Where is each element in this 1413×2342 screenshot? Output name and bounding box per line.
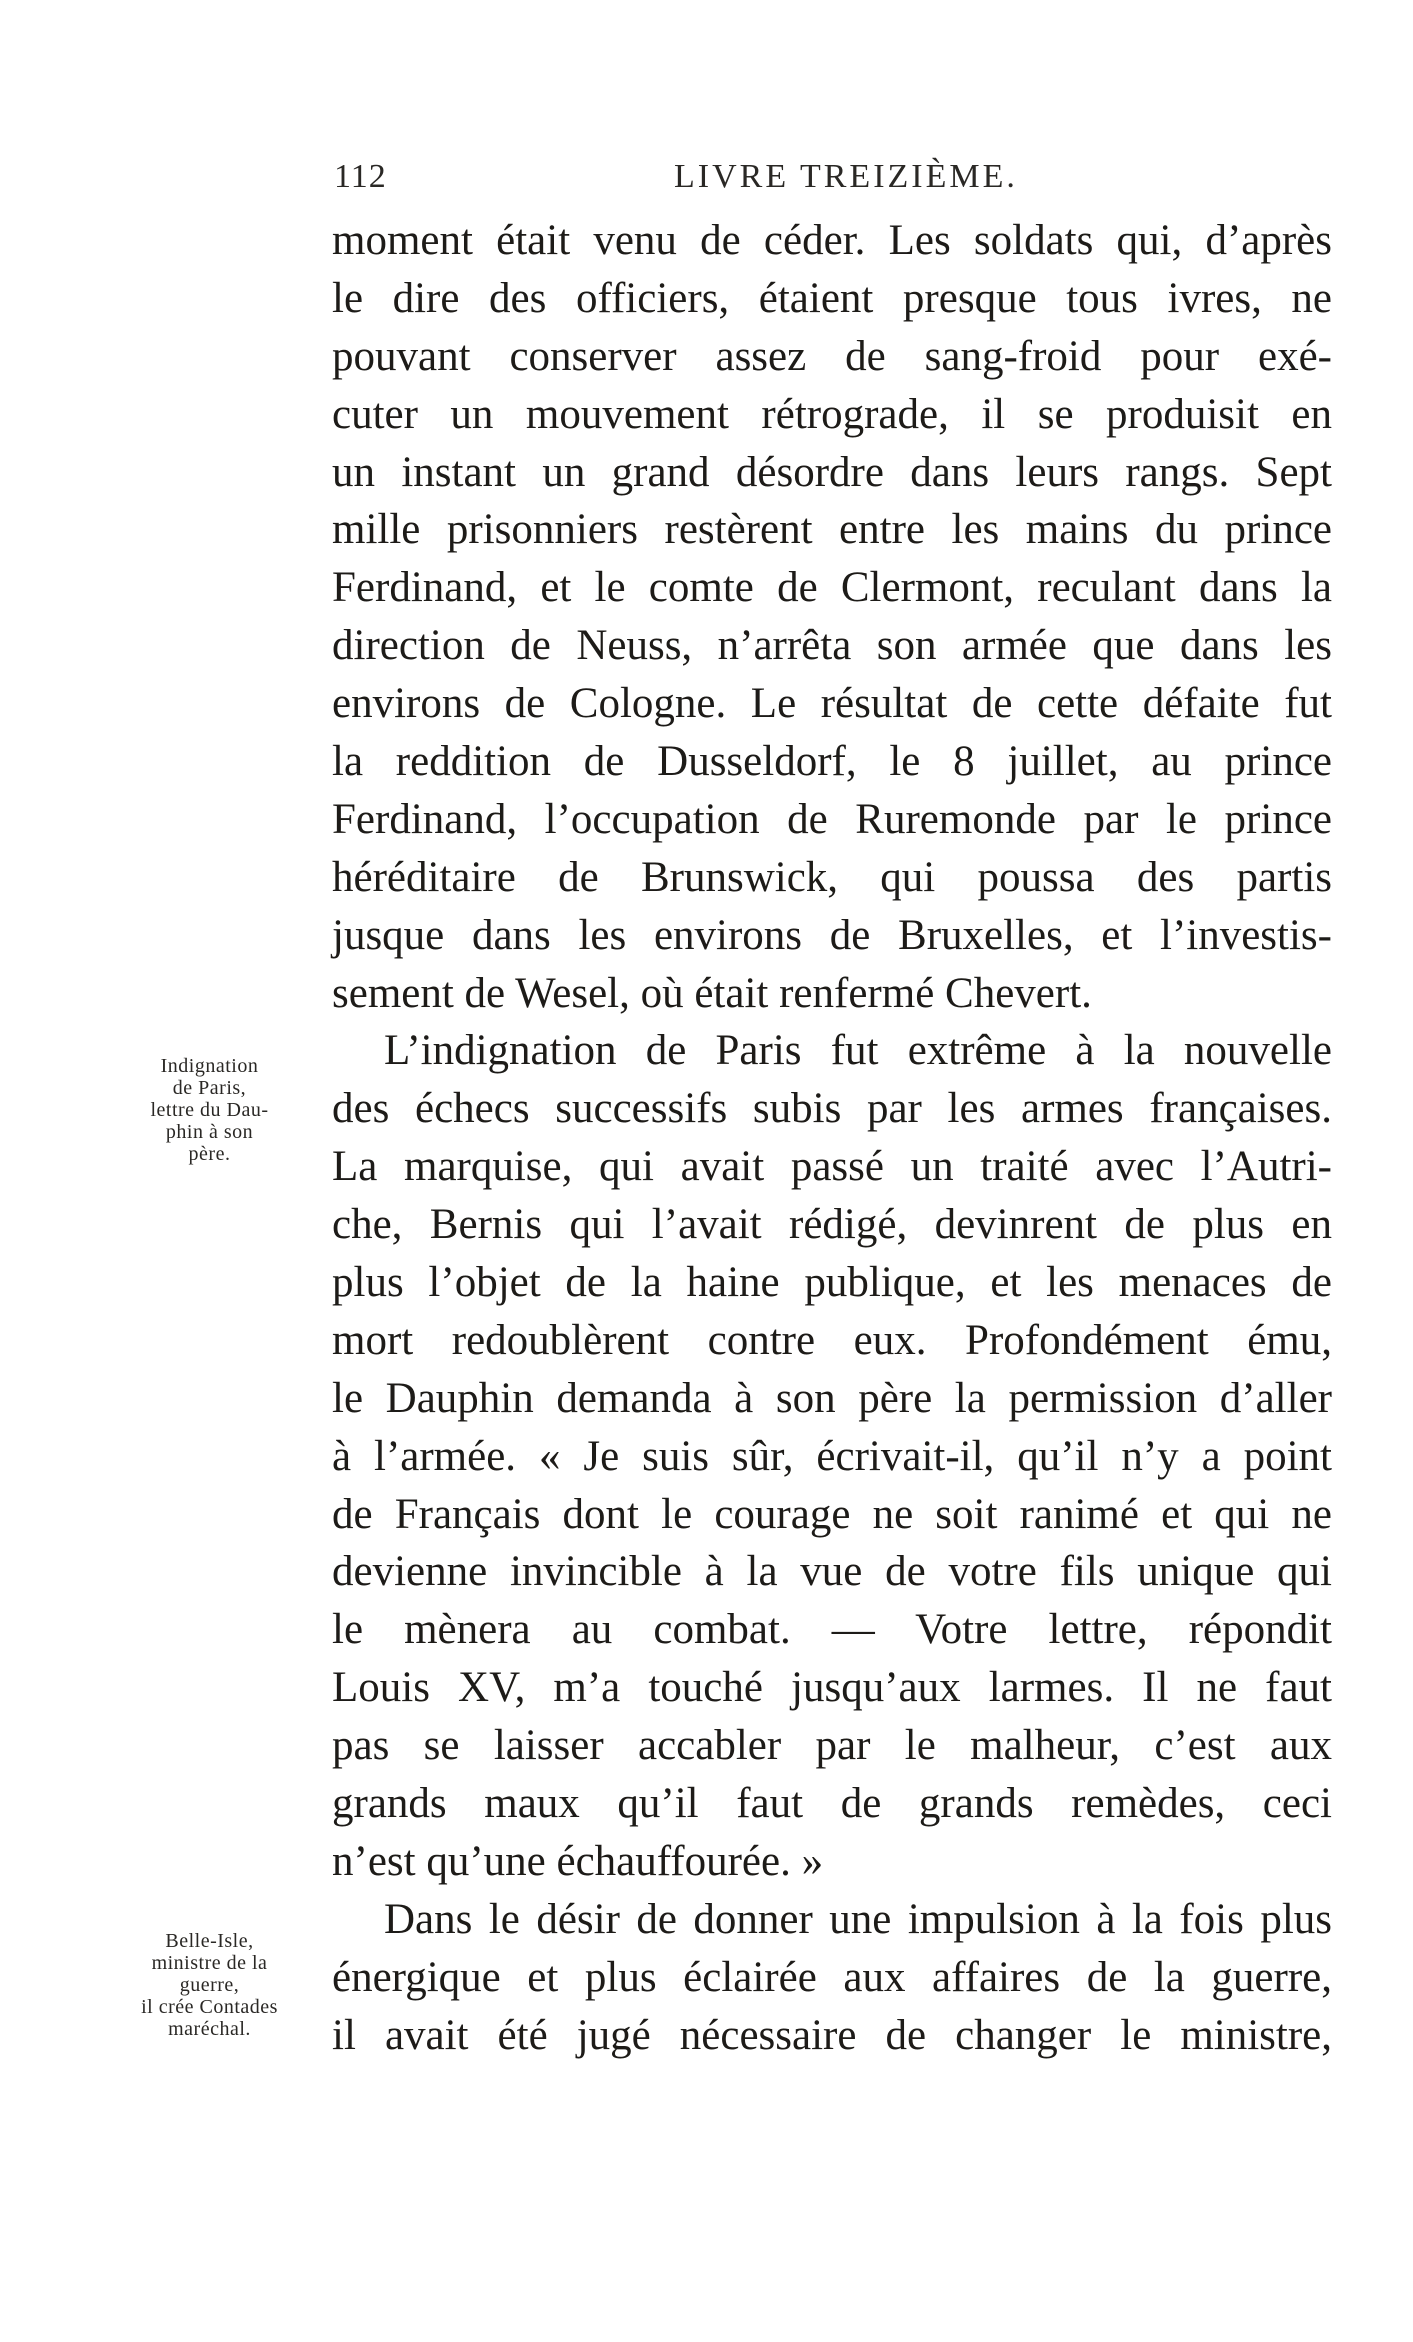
body-line: grands maux qu’il faut de grands remèdes, ceci (332, 1780, 1332, 1828)
body-line: la reddition de Dusseldorf, le 8 juillet, au prince (332, 738, 1332, 786)
body-line: énergique et plus éclairée aux affaires de la guerre, (332, 1953, 1332, 2001)
margin-note-line: ministre de la (151, 1952, 268, 1974)
body-line: mille prisonniers restèrent entre les mains du prince (332, 506, 1332, 554)
body-line: à l’armée. « Je suis sûr, écrivait-il, qu’il n’y a point (332, 1432, 1332, 1480)
book-section-title: LIVRE TREIZIÈME. (674, 158, 1018, 195)
margin-note-line: de Paris, (172, 1077, 247, 1099)
body-line: plus l’objet de la haine publique, et les menaces de (332, 1259, 1332, 1307)
body-line: Ferdinand, et le comte de Clermont, reculant dans la (332, 564, 1332, 612)
margin-note-line: lettre du Dau- (150, 1099, 269, 1121)
body-line: de Français dont le courage ne soit ranimé et qui ne (332, 1490, 1332, 1538)
paragraph-start-line: Dans le désir de donner une impulsion à la fois plus (384, 1895, 1332, 1943)
body-text (332, 212, 1332, 2065)
margin-note-line: il crée Contades (141, 1996, 278, 2018)
margin-note-belle-isle (112, 1930, 307, 2040)
body-line: Ferdinand, l’occupation de Ruremonde par le prince (332, 795, 1332, 843)
margin-note-line: phin à son (165, 1121, 254, 1143)
body-line: le dire des officiers, étaient presque tous ivres, ne (332, 274, 1332, 322)
margin-note-line: maréchal. (168, 2018, 251, 2040)
body-line: un instant un grand désordre dans leurs rangs. Sept (332, 448, 1332, 496)
body-line: le Dauphin demanda à son père la permission d’aller (332, 1374, 1332, 1422)
margin-note-indignation (112, 1055, 307, 1165)
body-line: Louis XV, m’a touché jusqu’aux larmes. Il ne faut (332, 1664, 1332, 1712)
body-line: devienne invincible à la vue de votre fils unique qui (332, 1548, 1332, 1596)
margin-note-line: père. (188, 1143, 231, 1165)
body-line: jusque dans les environs de Bruxelles, et l’investis- (332, 911, 1332, 959)
margin-note-line: Indignation (160, 1055, 259, 1077)
body-line: le mènera au combat. — Votre lettre, répondit (332, 1606, 1332, 1654)
body-line: mort redoublèrent contre eux. Profondément ému, (332, 1316, 1332, 1364)
body-line: environs de Cologne. Le résultat de cette défaite fut (332, 680, 1332, 728)
body-line: héréditaire de Brunswick, qui poussa des partis (332, 853, 1332, 901)
margin-note-line: guerre, (179, 1974, 240, 1996)
body-line: La marquise, qui avait passé un traité avec l’Autri- (332, 1143, 1332, 1191)
margin-note-line: Belle-Isle, (165, 1930, 254, 1952)
page-number: 112 (334, 158, 387, 195)
body-line: des échecs successifs subis par les armes françaises. (332, 1085, 1332, 1133)
paragraph-end-line: n’est qu’une échauffourée. » (332, 1837, 824, 1885)
body-line: direction de Neuss, n’arrêta son armée que dans les (332, 622, 1332, 670)
paragraph-end-line: sement de Wesel, où était renfermé Chevert. (332, 969, 1092, 1017)
body-line: cuter un mouvement rétrograde, il se produisit en (332, 390, 1332, 438)
paragraph-start-line: L’indignation de Paris fut extrême à la nouvelle (384, 1027, 1332, 1075)
body-line: pouvant conserver assez de sang-froid pour exé- (332, 332, 1332, 380)
body-line: che, Bernis qui l’avait rédigé, devinrent de plus en (332, 1201, 1332, 1249)
running-head (334, 158, 1331, 198)
body-line: moment était venu de céder. Les soldats qui, d’après (332, 217, 1332, 264)
body-line: il avait été jugé nécessaire de changer le ministre, (332, 2011, 1332, 2059)
body-line: pas se laisser accabler par le malheur, c’est aux (332, 1722, 1332, 1770)
